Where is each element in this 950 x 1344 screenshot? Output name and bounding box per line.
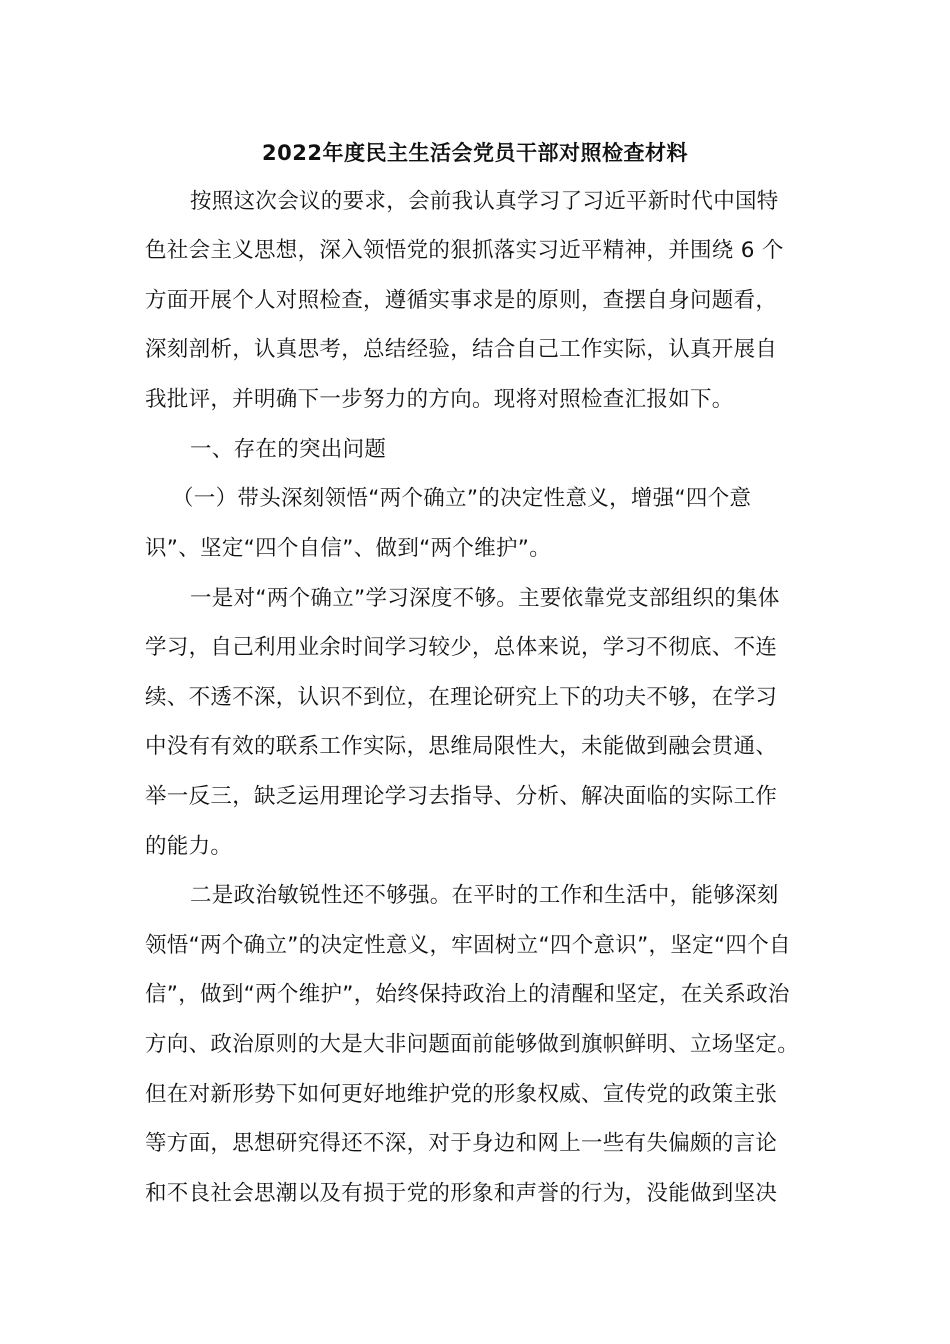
- paragraph-line: 按照这次会议的要求，会前我认真学习了习近平新时代中国特: [190, 189, 779, 214]
- paragraph-line: 深刻剖析，认真思考，总结经验，结合自己工作实际，认真开展自: [145, 337, 778, 362]
- paragraph-line: 色社会主义思想，深入领悟党的狠抓落实习近平精神，并围绕 6 个: [145, 238, 784, 263]
- subsection-heading: （一）带头深刻领悟“两个确立”的决定性意义，增强“四个意: [172, 486, 752, 511]
- paragraph-line: 中没有有效的联系工作实际，思维局限性大，未能做到融会贯通、: [145, 734, 778, 759]
- paragraph-line: 等方面，思想研究得还不深，对于身边和网上一些有失偏颇的言论: [145, 1131, 778, 1156]
- paragraph-line: 但在对新形势下如何更好地维护党的形象权威、宣传党的政策主张: [145, 1082, 778, 1107]
- paragraph-line: 二是政治敏锐性还不够强。在平时的工作和生活中，能够深刻: [190, 883, 779, 908]
- paragraph-line: 我批评，并明确下一步努力的方向。现将对照检查汇报如下。: [145, 387, 734, 412]
- paragraph-line: 方面开展个人对照检查，遵循实事求是的原则，查摆自身问题看，: [145, 288, 778, 313]
- paragraph-line: 的能力。: [145, 834, 233, 859]
- document-title: 2022年度民主生活会党员干部对照检查材料: [262, 141, 688, 165]
- paragraph-line: 一是对“两个确立”学习深度不够。主要依靠党支部组织的集体: [190, 586, 780, 611]
- paragraph-line: 学习，自己利用业余时间学习较少，总体来说，学习不彻底、不连: [145, 635, 778, 660]
- paragraph-line: 续、不透不深，认识不到位，在理论研究上下的功夫不够，在学习: [145, 685, 778, 710]
- paragraph-line: 方向、政治原则的大是大非问题面前能够做到旗帜鲜明、立场坚定。: [145, 1032, 800, 1057]
- subsection-heading-cont: 识”、坚定“四个自信”、做到“两个维护”。: [145, 536, 551, 561]
- paragraph-line: 信”，做到“两个维护”，始终保持政治上的清醒和坚定，在关系政治: [145, 982, 790, 1007]
- paragraph-line: 和不良社会思潮以及有损于党的形象和声誉的行为，没能做到坚决: [145, 1181, 778, 1206]
- paragraph-line: 举一反三，缺乏运用理论学习去指导、分析、解决面临的实际工作: [145, 784, 778, 809]
- section-heading: 一、存在的突出问题: [190, 437, 387, 462]
- paragraph-line: 领悟“两个确立”的决定性意义，牢固树立“四个意识”，坚定“四个自: [145, 933, 791, 958]
